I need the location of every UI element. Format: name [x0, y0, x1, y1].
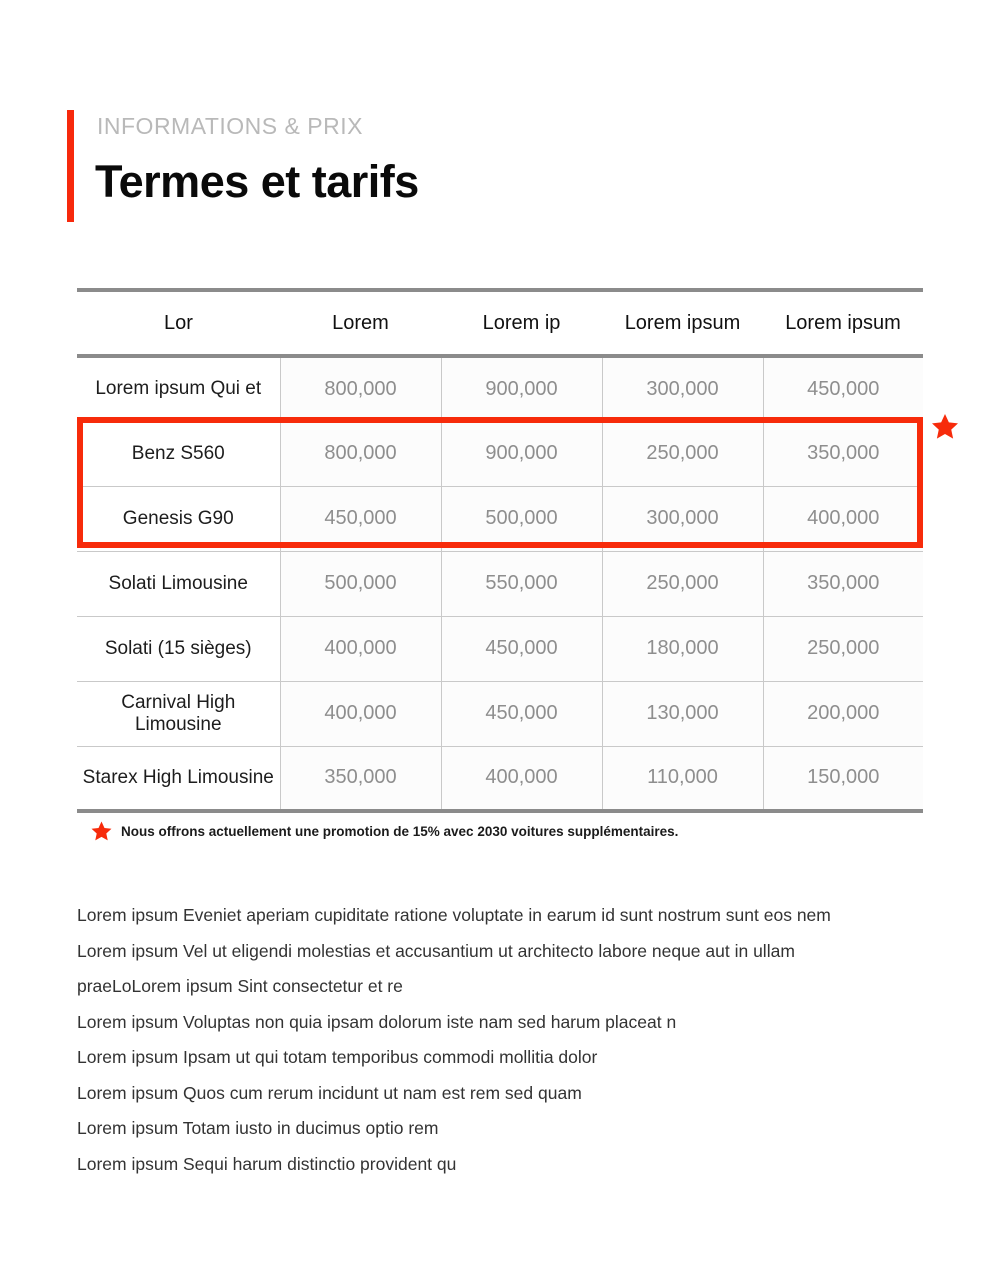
row-value: 800,000 — [280, 356, 441, 421]
pricing-table-wrapper — [77, 288, 923, 813]
page-header — [67, 110, 927, 222]
body-line: praeLoLorem ipsum Sint consectetur et re — [77, 976, 403, 996]
table-row — [77, 681, 923, 746]
footnote — [90, 820, 678, 843]
body-text-block — [77, 898, 937, 1182]
row-value: 900,000 — [441, 356, 602, 421]
row-value: 400,000 — [763, 486, 923, 551]
row-value: 500,000 — [280, 551, 441, 616]
page-title: Termes et tarifs — [95, 156, 419, 207]
body-line: Lorem ipsum Voluptas non quia ipsam dolorum iste nam sed harum placeat n — [77, 1011, 677, 1032]
row-value: 350,000 — [763, 551, 923, 616]
row-value: 300,000 — [602, 356, 763, 421]
row-value: 400,000 — [441, 746, 602, 811]
star-icon — [930, 412, 960, 442]
row-value: 250,000 — [763, 616, 923, 681]
row-value: 130,000 — [602, 681, 763, 746]
row-label: Benz S560 — [77, 421, 280, 486]
body-line: Lorem ipsum Quos cum rerum incidunt ut nam est rem sed quam — [77, 1082, 582, 1103]
row-value: 300,000 — [602, 486, 763, 551]
table-row-highlighted — [77, 486, 923, 551]
row-value: 500,000 — [441, 486, 602, 551]
table-row — [77, 616, 923, 681]
column-header-1: Lorem — [280, 290, 441, 356]
body-line: Lorem ipsum Eveniet aperiam cupiditate ratione voluptate in earum id sunt nostrum sunt eos nem — [77, 905, 831, 925]
row-label: Solati Limousine — [77, 551, 280, 616]
row-value: 250,000 — [602, 551, 763, 616]
row-value: 250,000 — [602, 421, 763, 486]
footnote-text: Nous offrons actuellement une promotion de 15% avec 2030 voitures supplémentaires. — [121, 824, 679, 839]
row-value: 900,000 — [441, 421, 602, 486]
star-icon — [90, 820, 113, 843]
row-value: 400,000 — [280, 681, 441, 746]
row-label: Solati (15 sièges) — [77, 616, 280, 681]
body-line: Lorem ipsum Ipsam ut qui totam temporibus commodi mollitia dolor — [77, 1047, 598, 1067]
red-accent-bar — [67, 110, 74, 222]
body-line: Lorem ipsum Sequi harum distinctio provident qu — [77, 1153, 457, 1174]
row-value: 450,000 — [763, 356, 923, 421]
column-header-0: Lor — [77, 290, 280, 356]
row-label: Carnival High Limousine — [77, 681, 280, 746]
row-label: Genesis G90 — [77, 486, 280, 551]
table-row — [77, 746, 923, 811]
column-header-3: Lorem ipsum — [602, 290, 763, 356]
eyebrow-label: INFORMATIONS & PRIX — [97, 113, 363, 139]
table-row — [77, 356, 923, 421]
row-label: Starex High Limousine — [77, 746, 280, 811]
row-label: Lorem ipsum Qui et — [77, 356, 280, 421]
row-value: 350,000 — [280, 746, 441, 811]
body-line: Lorem ipsum Totam iusto in ducimus optio rem — [77, 1118, 439, 1138]
table-row — [77, 551, 923, 616]
row-value: 350,000 — [763, 421, 923, 486]
column-header-2: Lorem ip — [441, 290, 602, 356]
row-value: 450,000 — [441, 681, 602, 746]
table-header-row — [77, 290, 923, 356]
row-value: 200,000 — [763, 681, 923, 746]
table-body — [77, 356, 923, 811]
row-value: 450,000 — [280, 486, 441, 551]
body-line: Lorem ipsum Vel ut eligendi molestias et accusantium ut architecto labore neque aut in ullam — [77, 940, 795, 961]
column-header-4: Lorem ipsum — [763, 290, 923, 356]
row-value: 800,000 — [280, 421, 441, 486]
row-value: 400,000 — [280, 616, 441, 681]
row-value: 550,000 — [441, 551, 602, 616]
row-value: 450,000 — [441, 616, 602, 681]
row-value: 150,000 — [763, 746, 923, 811]
pricing-table — [77, 288, 923, 813]
table-row-highlighted — [77, 421, 923, 486]
row-value: 180,000 — [602, 616, 763, 681]
table-head — [77, 290, 923, 356]
row-value: 110,000 — [602, 746, 763, 811]
